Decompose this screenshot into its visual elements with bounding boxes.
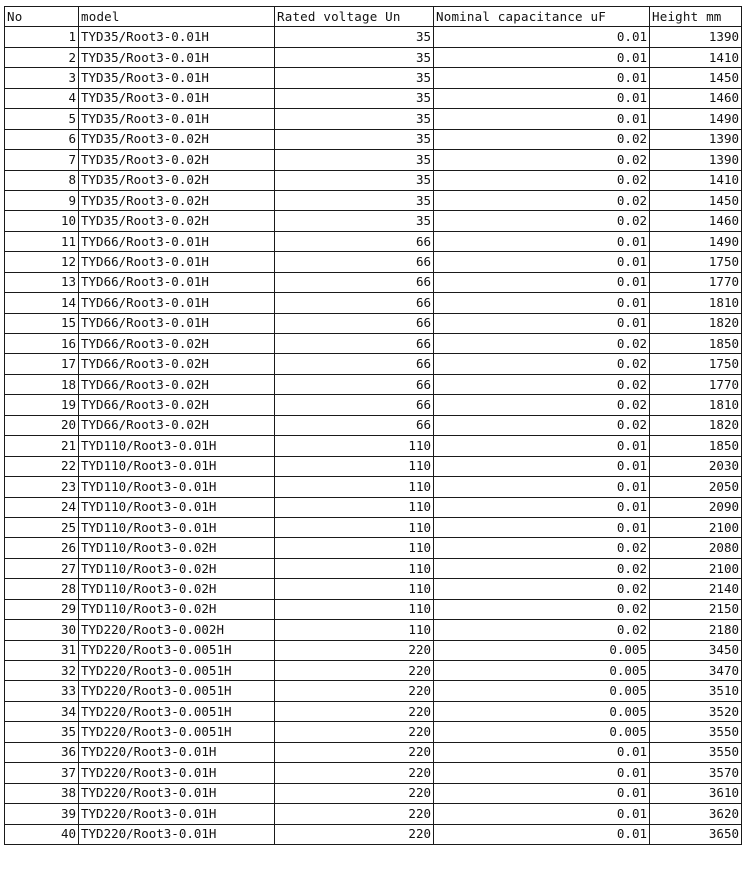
row-number-cell: 18 xyxy=(5,374,79,394)
height-cell: 1460 xyxy=(650,88,742,108)
table-row xyxy=(5,742,742,762)
nominal-capacitance-cell: 0.02 xyxy=(434,395,650,415)
model-cell: TYD35/Root3-0.01H xyxy=(79,88,275,108)
model-cell: TYD220/Root3-0.0051H xyxy=(79,701,275,721)
rated-voltage-cell: 35 xyxy=(275,47,434,67)
table-row xyxy=(5,252,742,272)
table-row xyxy=(5,354,742,374)
table-row xyxy=(5,436,742,456)
model-cell: TYD66/Root3-0.01H xyxy=(79,313,275,333)
height-cell: 1810 xyxy=(650,395,742,415)
model-cell: TYD110/Root3-0.01H xyxy=(79,517,275,537)
model-cell: TYD110/Root3-0.01H xyxy=(79,436,275,456)
table-row xyxy=(5,374,742,394)
model-cell: TYD220/Root3-0.01H xyxy=(79,742,275,762)
row-number-cell: 39 xyxy=(5,804,79,824)
height-cell: 1750 xyxy=(650,252,742,272)
row-number-cell: 28 xyxy=(5,579,79,599)
table-row xyxy=(5,783,742,803)
model-cell: TYD110/Root3-0.01H xyxy=(79,497,275,517)
height-cell: 1820 xyxy=(650,313,742,333)
rated-voltage-cell: 66 xyxy=(275,354,434,374)
height-cell: 2030 xyxy=(650,456,742,476)
height-cell: 3450 xyxy=(650,640,742,660)
height-cell: 2090 xyxy=(650,497,742,517)
height-cell: 1410 xyxy=(650,47,742,67)
rated-voltage-cell: 35 xyxy=(275,68,434,88)
row-number-cell: 15 xyxy=(5,313,79,333)
model-cell: TYD35/Root3-0.02H xyxy=(79,129,275,149)
rated-voltage-cell: 220 xyxy=(275,804,434,824)
height-cell: 1820 xyxy=(650,415,742,435)
capacitor-spec-table xyxy=(4,6,742,845)
model-cell: TYD110/Root3-0.01H xyxy=(79,456,275,476)
height-cell: 2080 xyxy=(650,538,742,558)
table-row xyxy=(5,763,742,783)
nominal-capacitance-cell: 0.02 xyxy=(434,150,650,170)
table-row xyxy=(5,804,742,824)
height-cell: 1490 xyxy=(650,109,742,129)
nominal-capacitance-cell: 0.02 xyxy=(434,170,650,190)
rated-voltage-cell: 220 xyxy=(275,722,434,742)
nominal-capacitance-cell: 0.01 xyxy=(434,477,650,497)
row-number-cell: 13 xyxy=(5,272,79,292)
nominal-capacitance-cell: 0.01 xyxy=(434,231,650,251)
height-cell: 1490 xyxy=(650,231,742,251)
height-cell: 2180 xyxy=(650,620,742,640)
model-cell: TYD66/Root3-0.01H xyxy=(79,293,275,313)
rated-voltage-cell: 66 xyxy=(275,334,434,354)
height-cell: 1460 xyxy=(650,211,742,231)
model-cell: TYD35/Root3-0.02H xyxy=(79,170,275,190)
model-cell: TYD66/Root3-0.02H xyxy=(79,395,275,415)
model-cell: TYD110/Root3-0.02H xyxy=(79,599,275,619)
rated-voltage-cell: 110 xyxy=(275,436,434,456)
model-cell: TYD110/Root3-0.02H xyxy=(79,538,275,558)
header-height: Height mm xyxy=(650,7,742,27)
rated-voltage-cell: 110 xyxy=(275,497,434,517)
rated-voltage-cell: 35 xyxy=(275,150,434,170)
rated-voltage-cell: 110 xyxy=(275,538,434,558)
row-number-cell: 2 xyxy=(5,47,79,67)
nominal-capacitance-cell: 0.01 xyxy=(434,27,650,47)
row-number-cell: 22 xyxy=(5,456,79,476)
nominal-capacitance-cell: 0.01 xyxy=(434,763,650,783)
rated-voltage-cell: 220 xyxy=(275,701,434,721)
height-cell: 1390 xyxy=(650,129,742,149)
rated-voltage-cell: 35 xyxy=(275,88,434,108)
nominal-capacitance-cell: 0.02 xyxy=(434,558,650,578)
rated-voltage-cell: 35 xyxy=(275,129,434,149)
table-row xyxy=(5,88,742,108)
rated-voltage-cell: 35 xyxy=(275,211,434,231)
height-cell: 1390 xyxy=(650,27,742,47)
model-cell: TYD66/Root3-0.02H xyxy=(79,374,275,394)
row-number-cell: 12 xyxy=(5,252,79,272)
rated-voltage-cell: 110 xyxy=(275,477,434,497)
height-cell: 3650 xyxy=(650,824,742,844)
row-number-cell: 3 xyxy=(5,68,79,88)
row-number-cell: 31 xyxy=(5,640,79,660)
rated-voltage-cell: 35 xyxy=(275,27,434,47)
model-cell: TYD220/Root3-0.0051H xyxy=(79,681,275,701)
height-cell: 1850 xyxy=(650,334,742,354)
nominal-capacitance-cell: 0.005 xyxy=(434,640,650,660)
height-cell: 1770 xyxy=(650,374,742,394)
nominal-capacitance-cell: 0.02 xyxy=(434,374,650,394)
row-number-cell: 8 xyxy=(5,170,79,190)
rated-voltage-cell: 110 xyxy=(275,558,434,578)
rated-voltage-cell: 35 xyxy=(275,190,434,210)
rated-voltage-cell: 66 xyxy=(275,395,434,415)
table-row xyxy=(5,579,742,599)
nominal-capacitance-cell: 0.02 xyxy=(434,190,650,210)
nominal-capacitance-cell: 0.02 xyxy=(434,354,650,374)
row-number-cell: 40 xyxy=(5,824,79,844)
nominal-capacitance-cell: 0.01 xyxy=(434,272,650,292)
row-number-cell: 10 xyxy=(5,211,79,231)
table-row xyxy=(5,661,742,681)
model-cell: TYD220/Root3-0.01H xyxy=(79,763,275,783)
rated-voltage-cell: 66 xyxy=(275,374,434,394)
table-row xyxy=(5,701,742,721)
rated-voltage-cell: 220 xyxy=(275,783,434,803)
height-cell: 3470 xyxy=(650,661,742,681)
height-cell: 1850 xyxy=(650,436,742,456)
row-number-cell: 37 xyxy=(5,763,79,783)
row-number-cell: 26 xyxy=(5,538,79,558)
model-cell: TYD66/Root3-0.01H xyxy=(79,231,275,251)
model-cell: TYD35/Root3-0.01H xyxy=(79,27,275,47)
height-cell: 2100 xyxy=(650,517,742,537)
table-row xyxy=(5,150,742,170)
height-cell: 3520 xyxy=(650,701,742,721)
nominal-capacitance-cell: 0.02 xyxy=(434,579,650,599)
model-cell: TYD66/Root3-0.02H xyxy=(79,415,275,435)
table-row xyxy=(5,293,742,313)
rated-voltage-cell: 220 xyxy=(275,824,434,844)
table-row xyxy=(5,129,742,149)
nominal-capacitance-cell: 0.01 xyxy=(434,497,650,517)
table-row xyxy=(5,334,742,354)
nominal-capacitance-cell: 0.01 xyxy=(434,252,650,272)
model-cell: TYD220/Root3-0.01H xyxy=(79,783,275,803)
height-cell: 2050 xyxy=(650,477,742,497)
nominal-capacitance-cell: 0.01 xyxy=(434,47,650,67)
height-cell: 1450 xyxy=(650,190,742,210)
row-number-cell: 4 xyxy=(5,88,79,108)
row-number-cell: 29 xyxy=(5,599,79,619)
nominal-capacitance-cell: 0.005 xyxy=(434,722,650,742)
model-cell: TYD110/Root3-0.01H xyxy=(79,477,275,497)
nominal-capacitance-cell: 0.02 xyxy=(434,211,650,231)
model-cell: TYD35/Root3-0.02H xyxy=(79,150,275,170)
nominal-capacitance-cell: 0.005 xyxy=(434,701,650,721)
rated-voltage-cell: 35 xyxy=(275,170,434,190)
rated-voltage-cell: 220 xyxy=(275,742,434,762)
nominal-capacitance-cell: 0.01 xyxy=(434,293,650,313)
rated-voltage-cell: 110 xyxy=(275,517,434,537)
table-row xyxy=(5,824,742,844)
rated-voltage-cell: 35 xyxy=(275,109,434,129)
nominal-capacitance-cell: 0.005 xyxy=(434,661,650,681)
nominal-capacitance-cell: 0.01 xyxy=(434,88,650,108)
nominal-capacitance-cell: 0.02 xyxy=(434,599,650,619)
height-cell: 3550 xyxy=(650,742,742,762)
height-cell: 2140 xyxy=(650,579,742,599)
rated-voltage-cell: 220 xyxy=(275,661,434,681)
table-row xyxy=(5,313,742,333)
table-row xyxy=(5,722,742,742)
table-row xyxy=(5,47,742,67)
row-number-cell: 1 xyxy=(5,27,79,47)
row-number-cell: 14 xyxy=(5,293,79,313)
table-row xyxy=(5,68,742,88)
table-row xyxy=(5,640,742,660)
header-nominal-capacitance: Nominal capacitance uF xyxy=(434,7,650,27)
row-number-cell: 17 xyxy=(5,354,79,374)
row-number-cell: 35 xyxy=(5,722,79,742)
nominal-capacitance-cell: 0.01 xyxy=(434,313,650,333)
nominal-capacitance-cell: 0.02 xyxy=(434,129,650,149)
row-number-cell: 6 xyxy=(5,129,79,149)
table-row xyxy=(5,517,742,537)
table-row xyxy=(5,620,742,640)
rated-voltage-cell: 110 xyxy=(275,579,434,599)
nominal-capacitance-cell: 0.01 xyxy=(434,436,650,456)
rated-voltage-cell: 66 xyxy=(275,272,434,292)
rated-voltage-cell: 66 xyxy=(275,293,434,313)
table-body xyxy=(5,27,742,845)
header-no: No xyxy=(5,7,79,27)
table-row xyxy=(5,497,742,517)
nominal-capacitance-cell: 0.005 xyxy=(434,681,650,701)
table-row xyxy=(5,190,742,210)
table-row xyxy=(5,272,742,292)
row-number-cell: 32 xyxy=(5,661,79,681)
row-number-cell: 5 xyxy=(5,109,79,129)
table-row xyxy=(5,211,742,231)
height-cell: 1770 xyxy=(650,272,742,292)
row-number-cell: 9 xyxy=(5,190,79,210)
rated-voltage-cell: 66 xyxy=(275,252,434,272)
row-number-cell: 33 xyxy=(5,681,79,701)
rated-voltage-cell: 66 xyxy=(275,415,434,435)
height-cell: 2100 xyxy=(650,558,742,578)
row-number-cell: 25 xyxy=(5,517,79,537)
model-cell: TYD220/Root3-0.0051H xyxy=(79,722,275,742)
nominal-capacitance-cell: 0.01 xyxy=(434,68,650,88)
model-cell: TYD35/Root3-0.01H xyxy=(79,109,275,129)
table-row xyxy=(5,558,742,578)
row-number-cell: 34 xyxy=(5,701,79,721)
table-row xyxy=(5,681,742,701)
row-number-cell: 7 xyxy=(5,150,79,170)
rated-voltage-cell: 110 xyxy=(275,456,434,476)
table-row xyxy=(5,415,742,435)
row-number-cell: 16 xyxy=(5,334,79,354)
row-number-cell: 36 xyxy=(5,742,79,762)
height-cell: 3620 xyxy=(650,804,742,824)
nominal-capacitance-cell: 0.01 xyxy=(434,824,650,844)
nominal-capacitance-cell: 0.01 xyxy=(434,783,650,803)
model-cell: TYD35/Root3-0.02H xyxy=(79,211,275,231)
row-number-cell: 20 xyxy=(5,415,79,435)
header-rated-voltage: Rated voltage Un xyxy=(275,7,434,27)
model-cell: TYD110/Root3-0.02H xyxy=(79,558,275,578)
model-cell: TYD35/Root3-0.02H xyxy=(79,190,275,210)
height-cell: 1410 xyxy=(650,170,742,190)
height-cell: 1450 xyxy=(650,68,742,88)
model-cell: TYD66/Root3-0.01H xyxy=(79,272,275,292)
row-number-cell: 11 xyxy=(5,231,79,251)
table-row xyxy=(5,599,742,619)
row-number-cell: 21 xyxy=(5,436,79,456)
height-cell: 1390 xyxy=(650,150,742,170)
rated-voltage-cell: 110 xyxy=(275,620,434,640)
table-row xyxy=(5,27,742,47)
height-cell: 2150 xyxy=(650,599,742,619)
table-row xyxy=(5,395,742,415)
height-cell: 3510 xyxy=(650,681,742,701)
rated-voltage-cell: 110 xyxy=(275,599,434,619)
nominal-capacitance-cell: 0.02 xyxy=(434,620,650,640)
row-number-cell: 24 xyxy=(5,497,79,517)
model-cell: TYD35/Root3-0.01H xyxy=(79,47,275,67)
model-cell: TYD110/Root3-0.02H xyxy=(79,579,275,599)
model-cell: TYD220/Root3-0.01H xyxy=(79,824,275,844)
model-cell: TYD220/Root3-0.0051H xyxy=(79,640,275,660)
rated-voltage-cell: 220 xyxy=(275,763,434,783)
table-row xyxy=(5,170,742,190)
rated-voltage-cell: 220 xyxy=(275,681,434,701)
nominal-capacitance-cell: 0.01 xyxy=(434,804,650,824)
height-cell: 1750 xyxy=(650,354,742,374)
nominal-capacitance-cell: 0.02 xyxy=(434,538,650,558)
row-number-cell: 27 xyxy=(5,558,79,578)
height-cell: 1810 xyxy=(650,293,742,313)
row-number-cell: 23 xyxy=(5,477,79,497)
header-model: model xyxy=(79,7,275,27)
height-cell: 3610 xyxy=(650,783,742,803)
rated-voltage-cell: 66 xyxy=(275,231,434,251)
table-row xyxy=(5,477,742,497)
model-cell: TYD220/Root3-0.002H xyxy=(79,620,275,640)
rated-voltage-cell: 220 xyxy=(275,640,434,660)
height-cell: 3570 xyxy=(650,763,742,783)
table-row xyxy=(5,456,742,476)
model-cell: TYD66/Root3-0.02H xyxy=(79,334,275,354)
nominal-capacitance-cell: 0.01 xyxy=(434,109,650,129)
model-cell: TYD66/Root3-0.02H xyxy=(79,354,275,374)
model-cell: TYD35/Root3-0.01H xyxy=(79,68,275,88)
table-row xyxy=(5,538,742,558)
nominal-capacitance-cell: 0.01 xyxy=(434,517,650,537)
spreadsheet xyxy=(4,6,741,845)
row-number-cell: 19 xyxy=(5,395,79,415)
nominal-capacitance-cell: 0.02 xyxy=(434,334,650,354)
nominal-capacitance-cell: 0.02 xyxy=(434,415,650,435)
model-cell: TYD220/Root3-0.0051H xyxy=(79,661,275,681)
header-row xyxy=(5,7,742,27)
rated-voltage-cell: 66 xyxy=(275,313,434,333)
table-row xyxy=(5,231,742,251)
nominal-capacitance-cell: 0.01 xyxy=(434,742,650,762)
row-number-cell: 38 xyxy=(5,783,79,803)
model-cell: TYD66/Root3-0.01H xyxy=(79,252,275,272)
table-row xyxy=(5,109,742,129)
row-number-cell: 30 xyxy=(5,620,79,640)
height-cell: 3550 xyxy=(650,722,742,742)
model-cell: TYD220/Root3-0.01H xyxy=(79,804,275,824)
nominal-capacitance-cell: 0.01 xyxy=(434,456,650,476)
